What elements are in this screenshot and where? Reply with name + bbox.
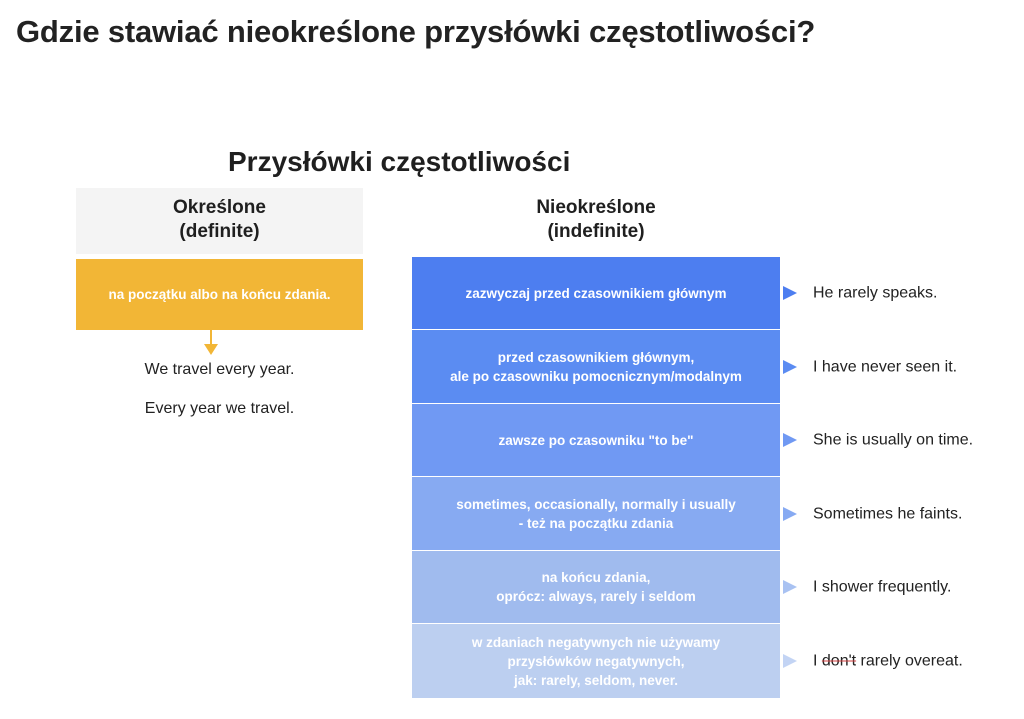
- definite-example-1: We travel every year.: [144, 361, 295, 378]
- arrow-right-icon: [782, 506, 798, 522]
- rule-example: I have never seen it.: [813, 358, 958, 375]
- indefinite-rule-row: [412, 477, 963, 551]
- indefinite-rule-row: [412, 257, 938, 330]
- definite-rule-box: [76, 259, 363, 330]
- definite-rule-text: na początku albo na końcu zdania.: [108, 287, 331, 302]
- indefinite-header-label: Nieokreślone: [536, 197, 656, 218]
- rule-text: przed czasownikiem głównym, ale po czasowniku pomocnicznym/modalnym: [450, 349, 742, 384]
- definite-header-label: Określone: [173, 197, 266, 218]
- rule-text: zazwyczaj przed czasownikiem głównym: [465, 285, 727, 301]
- definite-header: [76, 188, 363, 254]
- arrow-right-icon: [782, 285, 798, 301]
- rule-text: na końcu zdania, oprócz: always, rarely i seldom: [496, 570, 696, 604]
- indefinite-header-sublabel: (indefinite): [547, 221, 645, 242]
- definite-header-sublabel: (definite): [179, 221, 260, 242]
- arrow-right-icon: [782, 432, 798, 448]
- arrow-right-icon: [782, 359, 798, 375]
- rule-example: She is usually on time.: [813, 431, 974, 449]
- page-title: Gdzie stawiać nieokreślone przysłówki częstotliwości?: [16, 14, 816, 49]
- indefinite-rule-row: [412, 330, 958, 404]
- indefinite-rule-row: [412, 551, 952, 624]
- down-arrow-icon: [203, 330, 219, 356]
- rule-example: Sometimes he faints.: [813, 505, 963, 522]
- rule-text: zawsze po czasowniku "to be": [498, 432, 694, 448]
- indefinite-rule-row: [412, 624, 963, 698]
- indefinite-rule-row: [412, 404, 974, 477]
- example-suffix: rarely overeat.: [856, 652, 963, 670]
- rule-text: sometimes, occasionally, normally i usually - też na początku zdania: [456, 496, 736, 531]
- struck-word: don't: [821, 652, 857, 670]
- infographic-title: Przysłówki częstotliwości: [228, 146, 571, 177]
- indefinite-rules-list: [412, 257, 974, 698]
- arrow-right-icon: [782, 579, 798, 595]
- arrow-right-icon: [782, 653, 798, 669]
- rule-example: [813, 652, 963, 671]
- rule-example: I shower frequently.: [813, 578, 952, 596]
- rule-example: He rarely speaks.: [813, 284, 938, 302]
- rule-text: w zdaniach negatywnych nie używamy przysłówków negatywnych, jak: rarely, seldom, never.: [471, 634, 721, 688]
- indefinite-header: [412, 190, 780, 252]
- example-prefix: I: [813, 652, 822, 670]
- definite-example-2: Every year we travel.: [144, 400, 295, 417]
